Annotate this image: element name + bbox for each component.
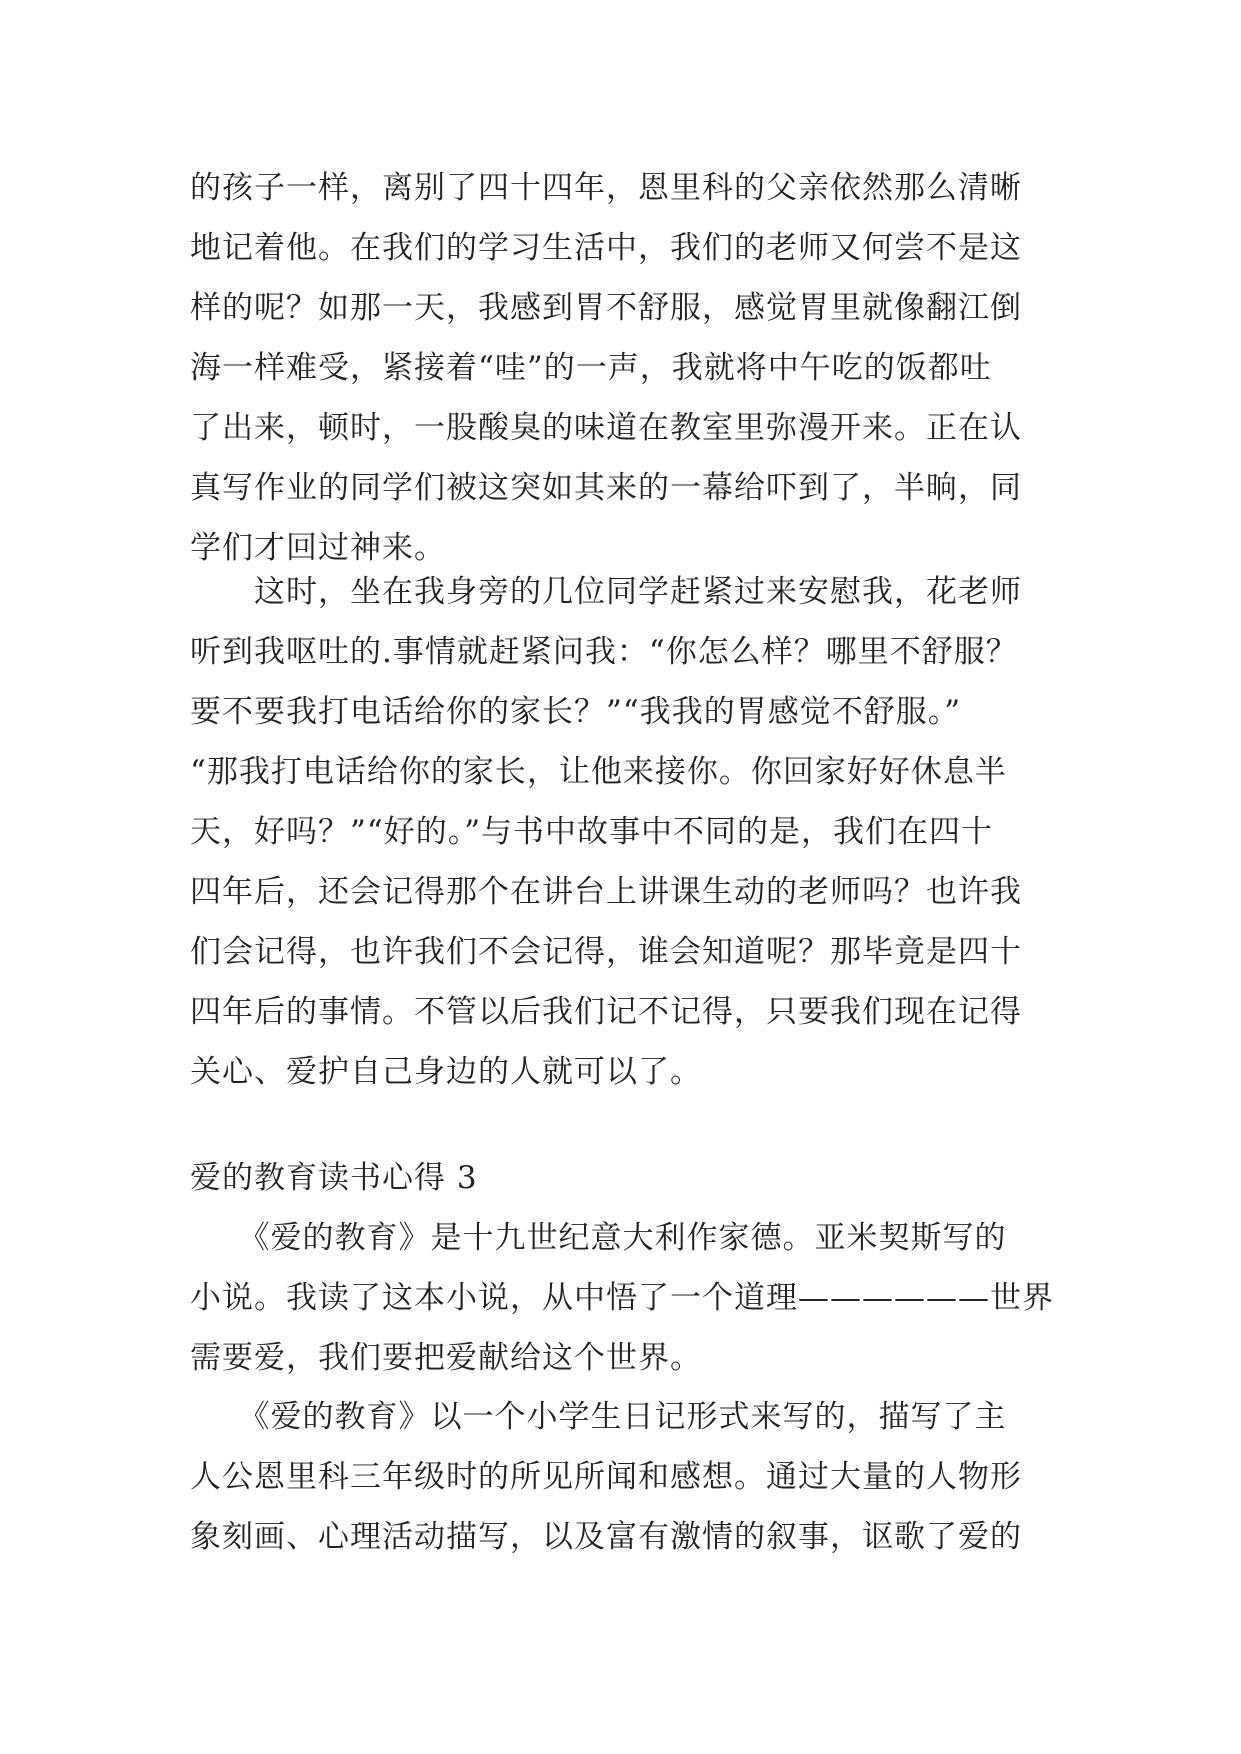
text-line: 《爱的教育》是十九世纪意大利作家德。亚米契斯写的: [190, 1220, 1007, 1256]
paragraph-3: [190, 1208, 1054, 1388]
text-line: 小说。我读了这本小说，从中悟了一个道理——————世界: [190, 1280, 1054, 1316]
text-line: 《爱的教育》以一个小学生日记形式来写的，描写了主: [190, 1399, 1007, 1435]
text-line: 人公恩里科三年级时的所见所闻和感想。通过大量的人物形: [190, 1459, 1022, 1495]
text-line: “那我打电话给你的家长，让他来接你。你回家好好休息半: [190, 754, 1007, 790]
text-line: 四年后的事情。不管以后我们记不记得，只要我们现在记得: [190, 994, 1022, 1030]
text-line: 四年后，还会记得那个在讲台上讲课生动的老师吗？也许我: [190, 874, 1022, 910]
text-line: 们会记得，也许我们不会记得，谁会知道呢？那毕竟是四十: [190, 934, 1022, 970]
paragraph-2: [190, 562, 1050, 1102]
text-line: 地记着他。在我们的学习生活中，我们的老师又何尝不是这: [190, 230, 1022, 266]
text-line: 这时，坐在我身旁的几位同学赶紧过来安慰我，花老师: [190, 574, 1022, 610]
text-line: 的孩子一样，离别了四十四年，恩里科的父亲依然那么清晰: [190, 170, 1022, 206]
paragraph-4: [190, 1387, 1050, 1567]
section-heading: 爱的教育读书心得 3: [190, 1160, 478, 1196]
text-line: 天，好吗？”“好的。”与书中故事中不同的是，我们在四十: [190, 814, 994, 850]
text-line: 象刻画、心理活动描写，以及富有激情的叙事，讴歌了爱的: [190, 1519, 1022, 1555]
text-line: 了出来，顿时，一股酸臭的味道在教室里弥漫开来。正在认: [190, 410, 1022, 446]
text-line: 海一样难受，紧接着“哇”的一声，我就将中午吃的饭都吐: [190, 350, 992, 386]
paragraph-1: [190, 158, 1050, 578]
text-line: 学们才回过神来。: [190, 530, 446, 566]
text-line: 真写作业的同学们被这突如其来的一幕给吓到了，半晌，同: [190, 470, 1022, 506]
text-line: 关心、爱护自己身边的人就可以了。: [190, 1054, 702, 1090]
text-line: 听到我呕吐的.事情就赶紧问我：“你怎么样？哪里不舒服？: [190, 634, 1018, 670]
text-line: 要不要我打电话给你的家长？”“我我的胃感觉不舒服。”: [190, 694, 962, 730]
text-line: 需要爱，我们要把爱献给这个世界。: [190, 1340, 702, 1376]
text-line: 样的呢？如那一天，我感到胃不舒服，感觉胃里就像翻江倒: [190, 290, 1022, 326]
